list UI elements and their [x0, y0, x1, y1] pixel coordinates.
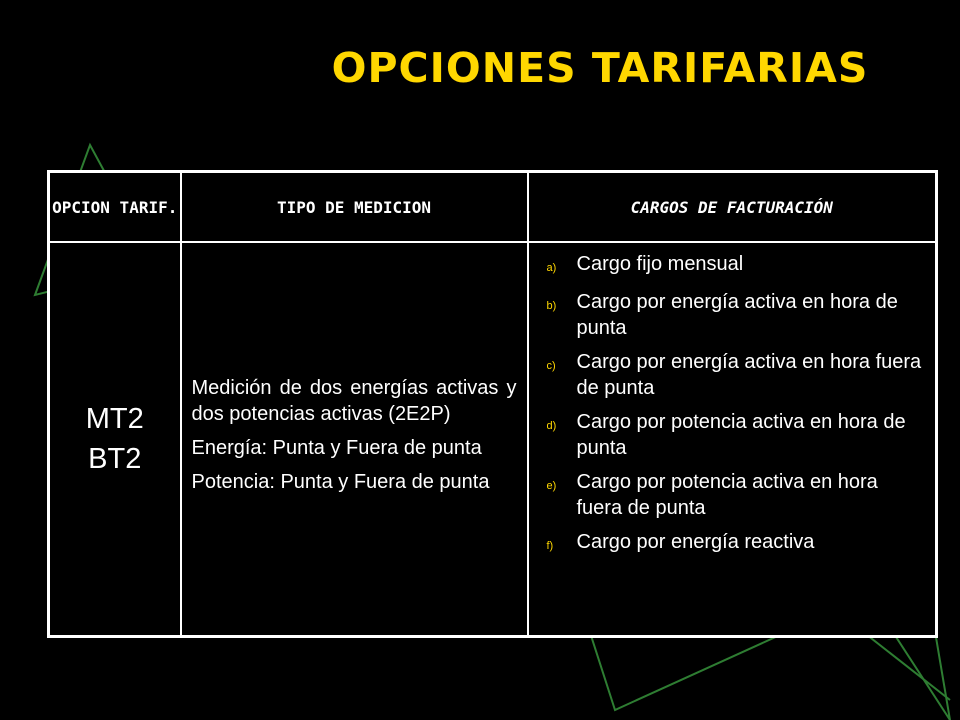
list-item — [547, 409, 924, 461]
list-text: Cargo fijo mensual — [576, 253, 744, 275]
page-title: OPCIONES TARIFARIAS — [331, 44, 869, 92]
tariff-table — [47, 170, 938, 638]
list-item — [547, 251, 924, 281]
cargos-list — [547, 251, 924, 559]
list-letter: e) — [546, 480, 557, 492]
list-text: Cargo por energía reactiva — [576, 531, 815, 553]
medicion-text-3: Potencia: Punta y Fuera de punta — [191, 471, 490, 493]
list-item — [547, 469, 924, 521]
opcion-bt2: BT2 — [88, 443, 142, 475]
list-text: Cargo por potencia activa en hora de punta — [576, 411, 906, 459]
cell-cargos — [528, 242, 937, 637]
medicion-text-2: Energía: Punta y Fuera de punta — [191, 437, 482, 459]
list-text: Cargo por energía activa en hora de punta — [576, 291, 898, 339]
table-header-row — [49, 172, 937, 243]
list-item — [547, 289, 924, 341]
header-opcion: OPCION TARIF. — [49, 172, 181, 243]
list-item — [547, 529, 924, 559]
opcion-mt2: MT2 — [85, 403, 144, 435]
list-item — [547, 349, 924, 401]
list-text: Cargo por potencia activa en hora fuera de punta — [576, 471, 878, 519]
list-text: Cargo por energía activa en hora fuera de punta — [576, 351, 922, 399]
medicion-text-1: Medición de dos energías activas y dos potencias activas (2E2P) — [191, 377, 517, 425]
list-letter: c) — [546, 360, 556, 372]
cell-medicion — [181, 242, 528, 637]
list-letter: d) — [546, 420, 557, 432]
list-letter: b) — [546, 300, 557, 312]
header-tipo-medicion: TIPO DE MEDICION — [181, 172, 528, 243]
list-letter: a) — [546, 262, 557, 274]
list-letter: f) — [546, 540, 554, 552]
table-row — [49, 242, 937, 637]
cell-opcion — [49, 242, 181, 637]
header-cargos: CARGOS DE FACTURACIÓN — [528, 172, 937, 243]
